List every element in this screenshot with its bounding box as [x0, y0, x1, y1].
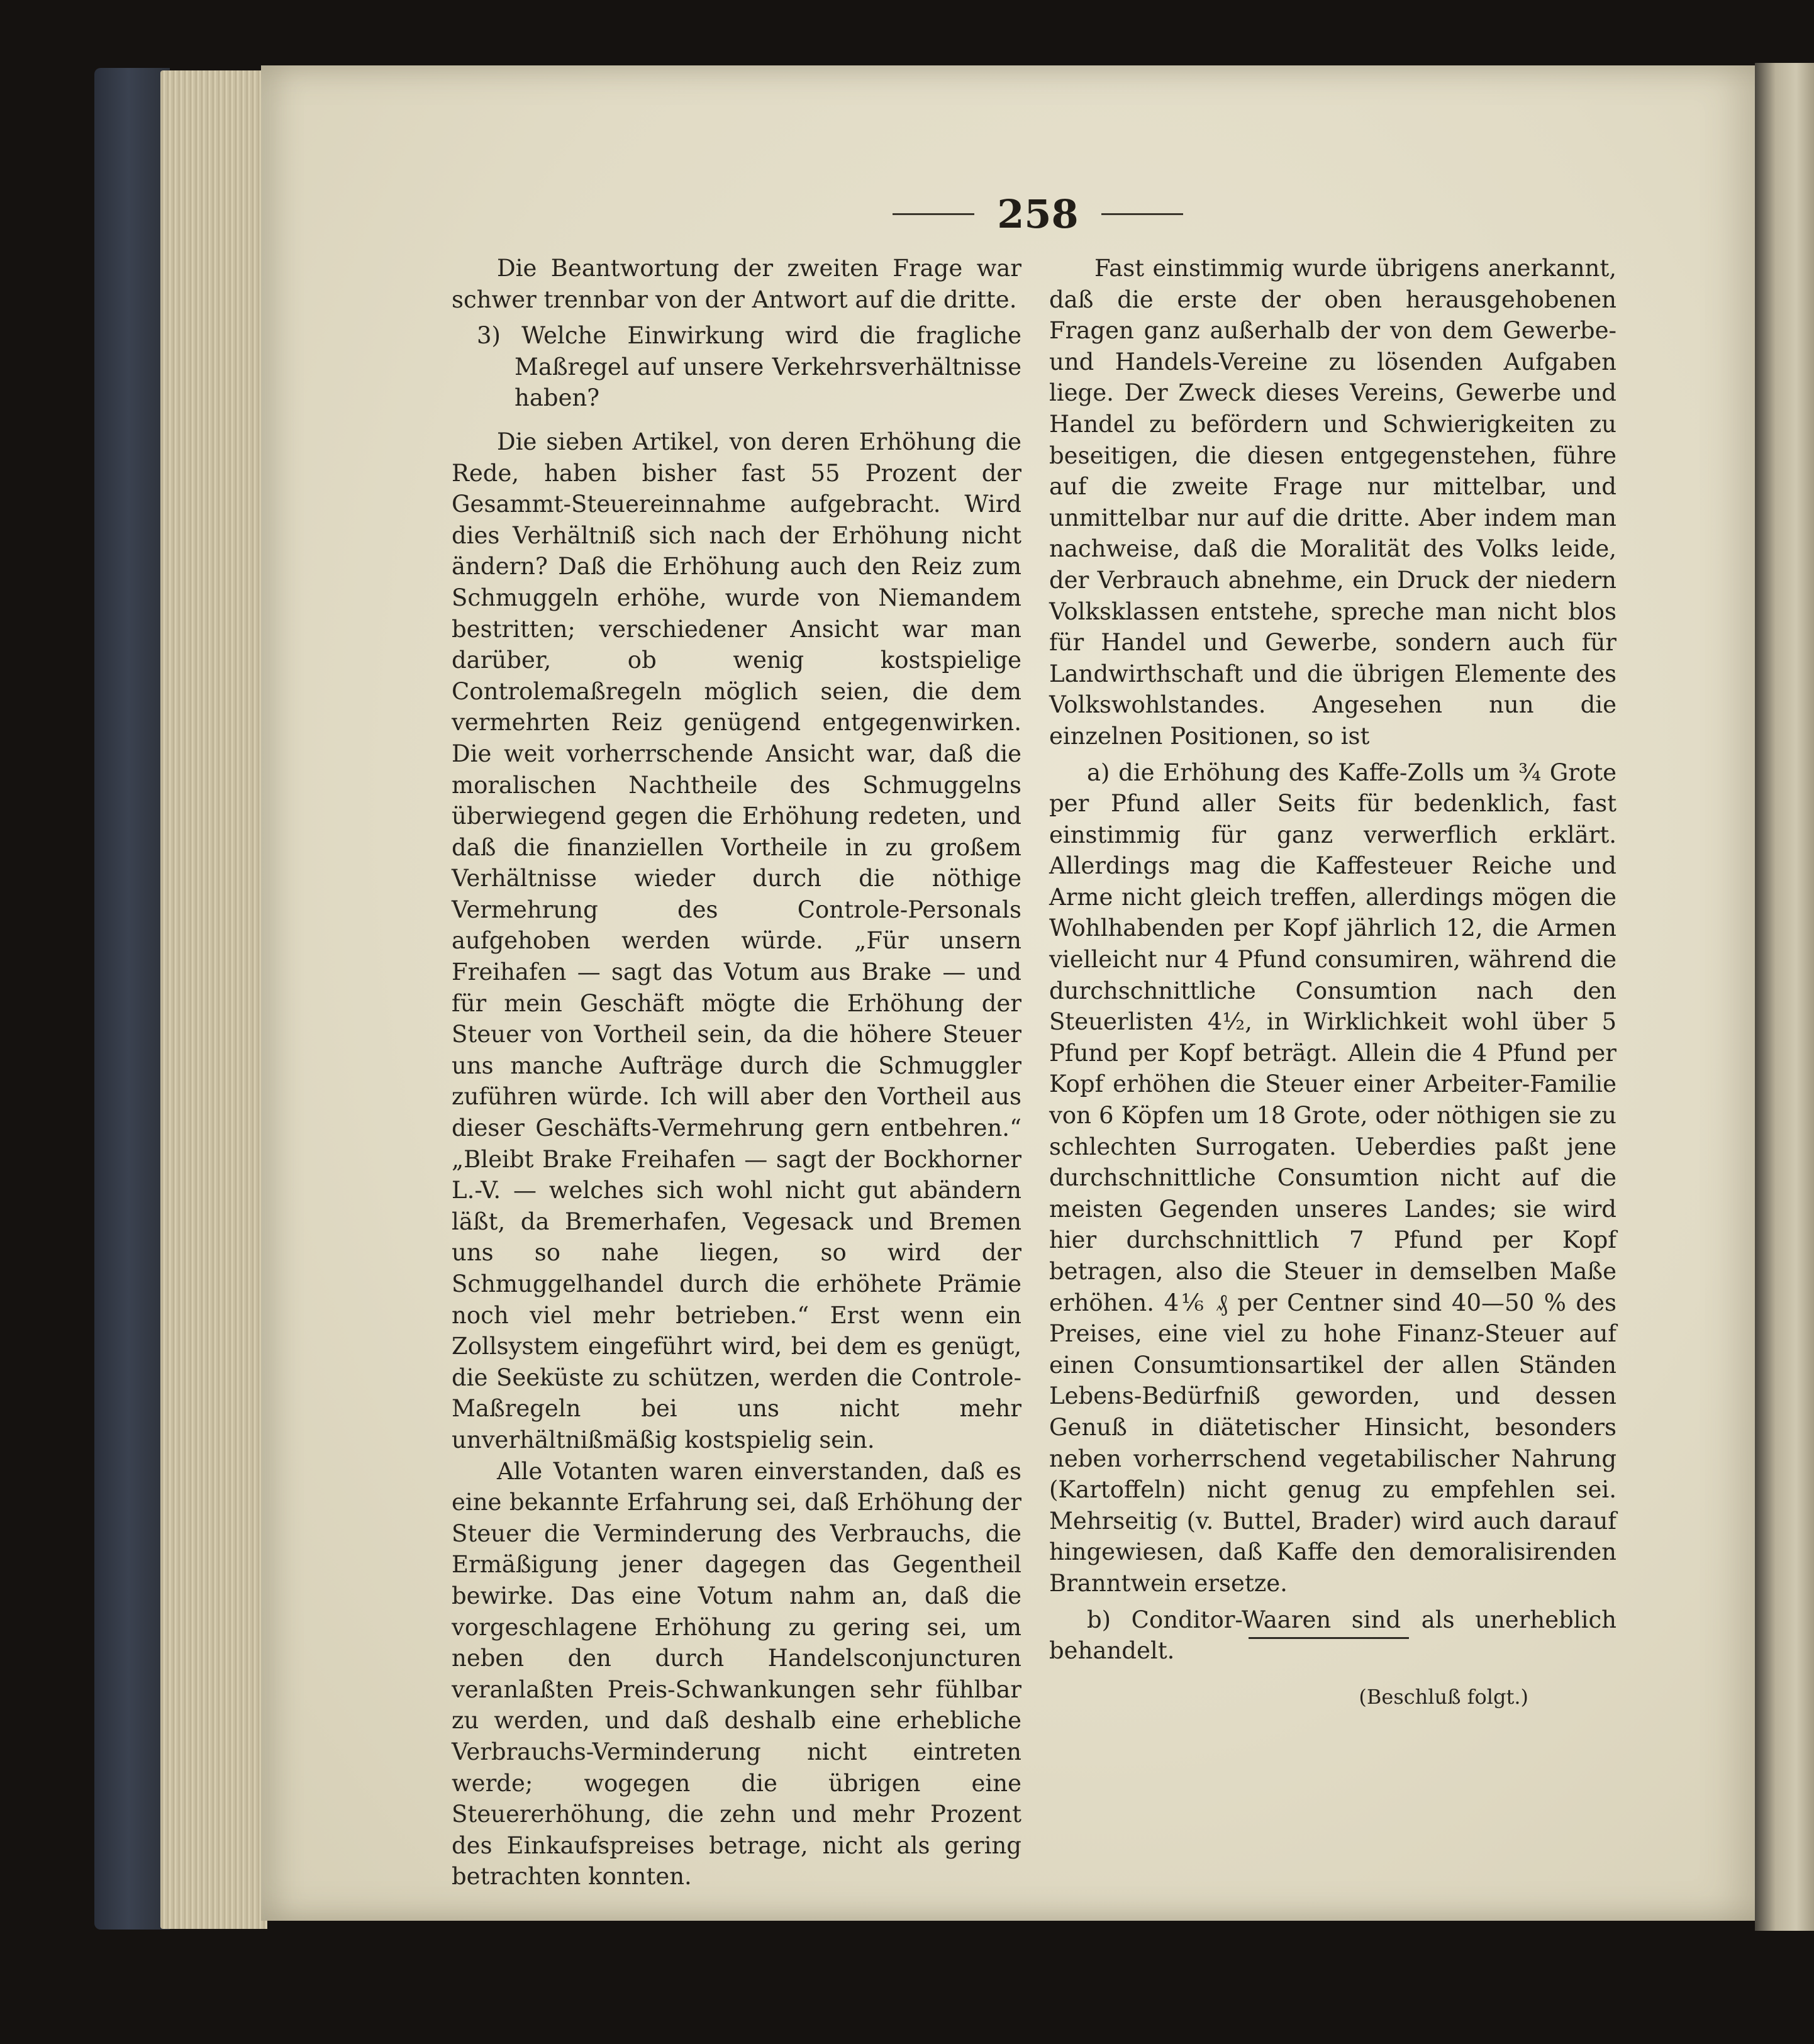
header-rule-right	[1101, 213, 1183, 215]
book-cover-board	[94, 68, 170, 1930]
page-header	[874, 189, 1201, 239]
paragraph-all-votants: Alle Votanten waren einverstanden, daß es eine bekannte Erfahrung sei, daß Erhöhung der Steuer die Verminderung des Verbrauchs, die Ermäßigung jener dagegen das Gegentheil bewirke. Das eine Votum nahm an, daß die vorgeschlagene Erhöhung zu gering sei, um neben den durch Handelsconjuncturen veranlaßten Preis-Schwankungen sehr fühlbar zu werden, und daß deshalb eine erhebliche Verbrauchs-Verminderung nicht eintreten werde; wogegen die übrigen eine Steuererhöhung, die zehn und mehr Prozent des Einkaufspreises betrage, nicht als gering betrachten konnten.	[452, 1457, 1021, 1891]
question-three: 3) Welche Einwirkung wird die fragliche Maßregel auf unsere Verkehrsverhältnisse haben?	[477, 322, 1021, 412]
paragraph-seven-articles: Die sieben Artikel, von deren Erhöhung die Rede, haben bisher fast 55 Prozent der Gesammt-Steuereinnahme aufgebracht. Wird dies Verhältniß sich nach der Erhöhung nicht ändern? Daß die Erhöhung auch den Reiz zum Schmuggeln erhöhe, wurde von Niemandem bestritten; verschiedener Ansicht war man darüber, ob wenig kostspielige Controlemaßregeln möglich seien, die dem vermehrten Reiz genügend entgegenwirken. Die weit vorherrschende Ansicht war, daß die moralischen Nachtheile des Schmuggelns überwiegend gegen die Erhöhung redeten, und daß die finanziellen Vortheile in zu großem Verhältnisse wieder durch die nöthige Vermehrung des Controle-Personals aufgehoben werden würde. „Für unsern Freihafen — sagt das Votum aus Brake — und für mein Geschäft mögte die Erhöhung der Steuer von Vortheil sein, da die höhere Steuer uns manche Aufträge durch die Schmuggler zuführen würde. Ich will aber den Vortheil aus dieser Geschäfts-Vermehrung gern entbehren.“ „Bleibt Brake Freihafen — sagt der Bockhorner L.-V. — welches sich wohl nicht gut abändern läßt, da Bremerhafen, Vegesack und Bremen uns so nahe liegen, so wird der Schmuggelhandel durch die erhöhete Prämie noch viel mehr betrieben.“ Erst wenn ein Zollsystem eingeführt wird, bei dem es genügt, die Seeküste zu schützen, werden die Controle-Maßregeln bei uns nicht mehr unverhältnißmäßig kostspielig sein.	[452, 428, 1021, 1453]
page-edges	[160, 70, 267, 1929]
left-column	[452, 253, 1021, 1892]
paragraph-second-question: Die Beantwortung der zweiten Frage war schwer trennbar von der Antwort auf die dritte.	[452, 255, 1021, 313]
header-rule-left	[893, 213, 974, 215]
next-page-edge	[1755, 63, 1814, 1931]
page-number: 258	[997, 191, 1079, 237]
continuation-note: (Beschluß folgt.)	[1359, 1684, 1528, 1709]
item-b-confectionery: b) Conditor-Waaren sind als unerheblich behandelt.	[1049, 1606, 1616, 1665]
end-rule	[1249, 1637, 1409, 1639]
right-column	[1049, 253, 1616, 1713]
paragraph-unanimous: Fast einstimmig wurde übrigens anerkannt, daß die erste der oben herausgehobenen Fragen ganz außerhalb der von dem Gewerbe- und Handels-Vereine zu lösenden Aufgaben liege. Der Zweck dieses Vereins, Gewerbe und Handel zu befördern und Schwierigkeiten zu beseitigen, die diesen entgegenstehen, führe auf die zweite Frage nur mittelbar, und unmittelbar nur auf die dritte. Aber indem man nachweise, daß die Moralität des Volks leide, der Verbrauch abnehme, ein Druck der niedern Volksklassen entstehe, spreche man nicht blos für Handel und Gewerbe, sondern auch für Landwirthschaft und die übrigen Elemente des Volkswohlstandes. Angesehen nun die einzelnen Positionen, so ist	[1049, 255, 1616, 750]
item-a-coffee-duty: a) die Erhöhung des Kaffe-Zolls um ¾ Grote per Pfund aller Seits für bedenklich, fast einstimmig für ganz verwerflich erklärt. Allerdings mag die Kaffesteuer Reiche und Arme nicht gleich treffen, allerdings mögen die Wohlhabenden per Kopf jährlich 12, die Armen vielleicht nur 4 Pfund consumiren, während die durchschnittliche Consumtion nach den Steuerlisten 4½, in Wirklichkeit wohl über 5 Pfund per Kopf beträgt. Allein die 4 Pfund per Kopf erhöhen die Steuer einer Arbeiter-Familie von 6 Köpfen um 18 Grote, oder nöthigen sie zu schlechten Surrogaten. Ueberdies paßt jene durchschnittliche Consumtion nicht auf die meisten Gegenden unseres Landes; sie wird hier durchschnittlich 7 Pfund per Kopf betragen, also die Steuer in demselben Maße erhöhen. 4⅙ ₰ per Centner sind 40—50 % des Preises, eine viel zu hohe Finanz-Steuer auf einen Consumtionsartikel der allen Ständen Lebens-Bedürfniß geworden, und dessen Genuß in diätetischer Hinsicht, besonders neben vorherrschend vegetabilischer Nahrung (Kartoffeln) nicht genug zu empfehlen sei. Mehrseitig (v. Buttel, Brader) wird auch darauf hingewiesen, daß Kaffe den demoralisirenden Branntwein ersetze.	[1049, 758, 1616, 1597]
